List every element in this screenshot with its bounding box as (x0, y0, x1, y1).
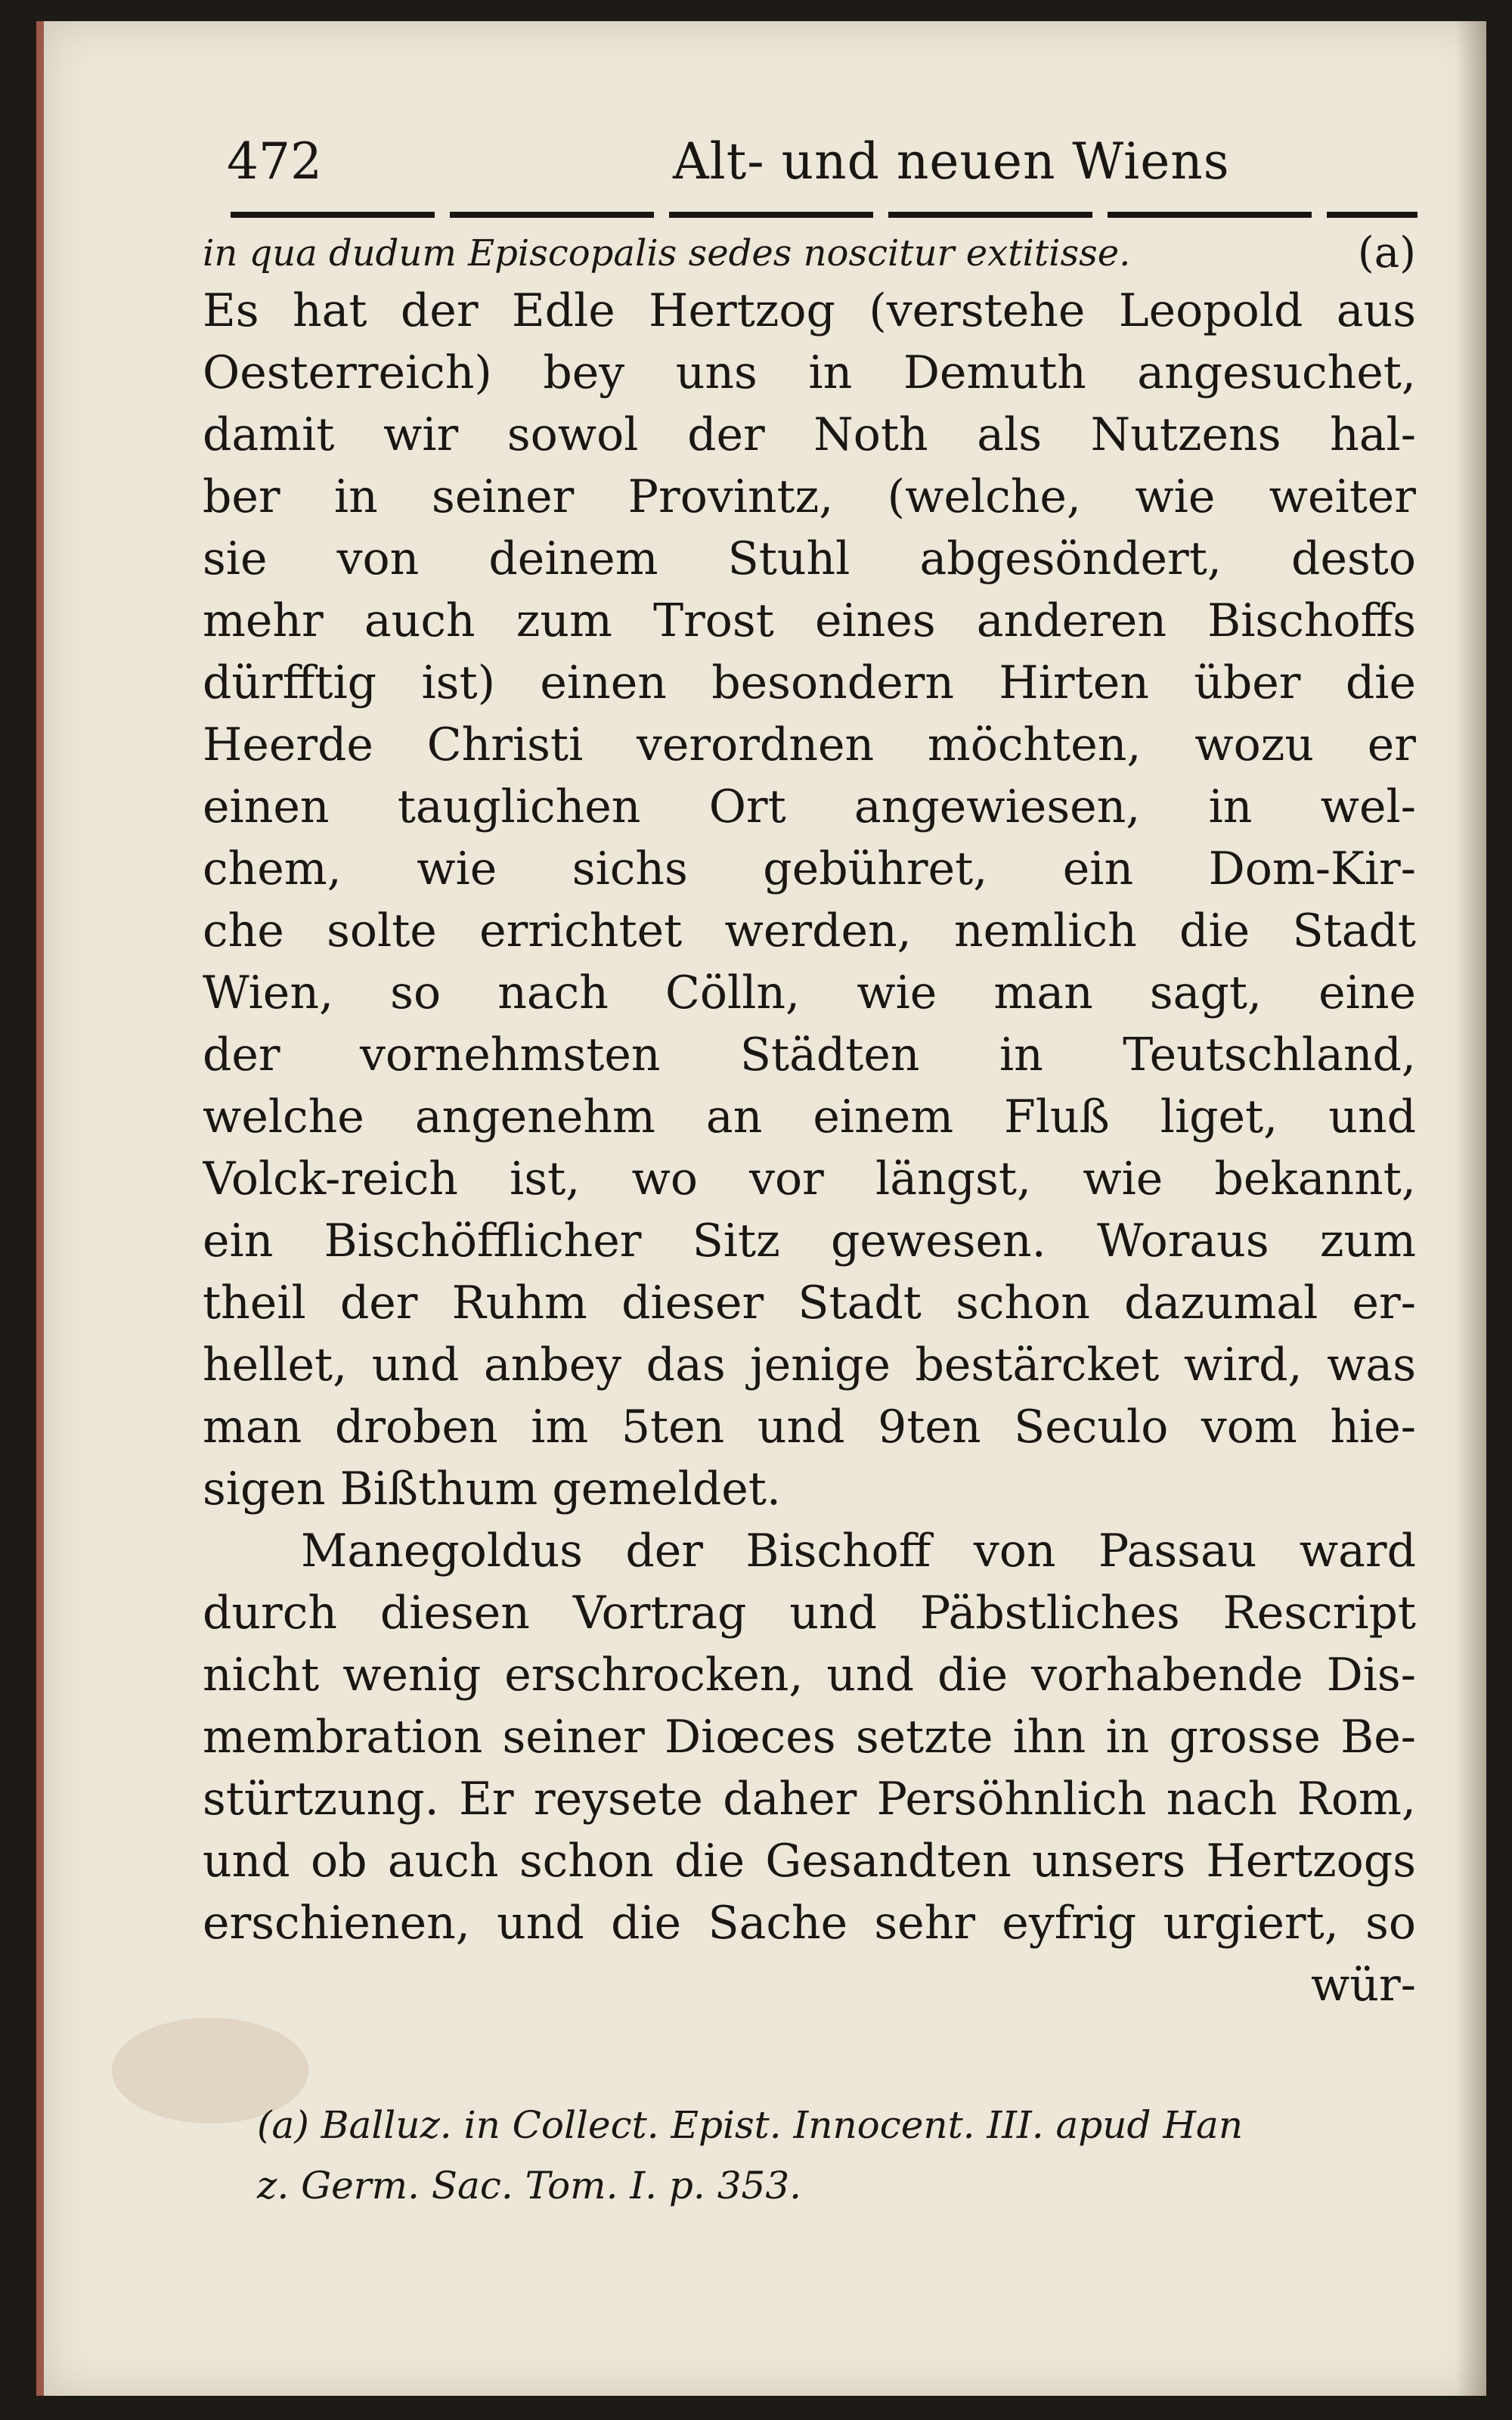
text-line: che solte errichtet werden, nemlich die Stadt (203, 904, 1416, 957)
text-line: erschienen, und die Sache sehr eyfrig urgiert, so (203, 1897, 1416, 1950)
text-line: Heerde Christi verordnen möchten, wozu er (203, 718, 1416, 771)
header-rule (231, 212, 1418, 218)
page-header (189, 132, 1421, 193)
text-line: welche angenehm an einem Fluß liget, und (203, 1091, 1416, 1143)
running-head: Alt- und neuen Wiens (673, 132, 1230, 191)
text-line: ber in seiner Provintz, (welche, wie weiter (203, 470, 1416, 523)
text-line: mehr auch zum Trost eines anderen Bischoffs (203, 594, 1416, 647)
text-line: sie von deinem Stuhl abgesöndert, desto (203, 532, 1416, 585)
text-line: Volck-reich ist, wo vor längst, wie bekannt, (203, 1153, 1416, 1205)
latin-quote: in qua dudum Episcopalis sedes noscitur extitisse. (203, 232, 1131, 275)
text-line: durch diesen Vortrag und Päbstliches Rescript (203, 1587, 1416, 1640)
text-line: einen tauglichen Ort angewiesen, in wel- (203, 780, 1416, 833)
catchword: wür- (1311, 1959, 1416, 2012)
footnote-marker: (a) (1357, 228, 1416, 278)
text-line: sigen Bißthum gemeldet. (203, 1463, 781, 1516)
text-line: damit wir sowol der Noth als Nutzens hal- (203, 408, 1416, 461)
page-gutter-shadow (1456, 21, 1486, 2396)
text-line: chem, wie sichs gebühret, ein Dom-Kir- (203, 842, 1416, 895)
text-line: nicht wenig erschrocken, und die vorhabende Dis- (203, 1649, 1416, 1702)
text-line: Es hat der Edle Hertzog (verstehe Leopold aus (203, 284, 1416, 337)
text-line: Oesterreich) bey uns in Demuth angesuchet, (203, 346, 1416, 399)
text-line: der vornehmsten Städten in Teutschland, (203, 1028, 1416, 1081)
text-line: und ob auch schon die Gesandten unsers Hertzogs (203, 1835, 1416, 1888)
footnote-line: (a) Balluz. in Collect. Epist. Innocent. III. apud Han (257, 2103, 1244, 2147)
text-line: dürfftig ist) einen besondern Hirten über die (203, 656, 1416, 709)
text-line: ein Bischöfflicher Sitz gewesen. Woraus zum (203, 1215, 1416, 1267)
text-line: theil der Ruhm dieser Stadt schon dazumal er- (203, 1277, 1416, 1329)
text-line: Wien, so nach Cölln, wie man sagt, eine (203, 966, 1416, 1019)
text-line (203, 227, 1416, 280)
text-line: Manegoldus der Bischoff von Passau ward (301, 1525, 1416, 1578)
footnote (257, 2095, 1391, 2216)
text-line: hellet, und anbey das jenige bestärcket wird, was (203, 1339, 1416, 1392)
main-text (203, 227, 1416, 2016)
footnote-line: z. Germ. Sac. Tom. I. p. 353. (257, 2164, 802, 2207)
text-line: man droben im 5ten und 9ten Seculo vom hie- (203, 1401, 1416, 1454)
page-number: 472 (227, 132, 322, 191)
text-line: stürtzung. Er reysete daher Persöhnlich nach Rom, (203, 1773, 1416, 1826)
text-line: membration seiner Diœces setzte ihn in grosse Be- (203, 1711, 1416, 1764)
